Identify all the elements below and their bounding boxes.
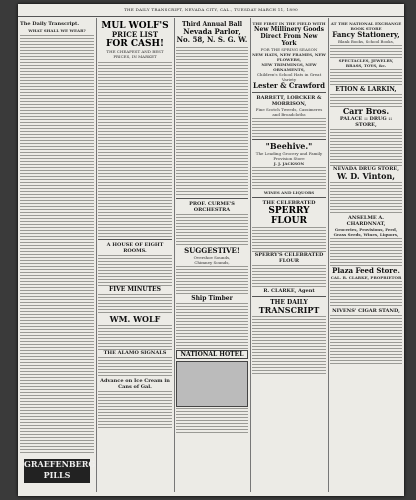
col4-heading6: SPERRY FLOUR <box>268 206 310 226</box>
col2-title: MUL WOLF'S <box>101 21 169 31</box>
col5-text7 <box>330 280 402 308</box>
col5-heading3: ETION & LARKIN, <box>335 86 397 93</box>
col4-heading1: New Millinery Goods Direct From New York <box>254 26 324 47</box>
column-rule <box>174 18 175 492</box>
col1-kicker: WHAT SHALL WE WEAR? <box>28 28 86 33</box>
col4-heading8: R. CLARKE, Agent <box>263 288 315 294</box>
col4-label1: WINES AND LIQUORS <box>263 190 315 195</box>
col5-heading4: Carr Bros. <box>342 106 390 116</box>
col2-text4 <box>98 324 172 350</box>
col2-price-list <box>98 61 172 237</box>
col4-text1 <box>252 117 326 137</box>
col2-text5 <box>98 356 172 378</box>
column-rule <box>96 18 97 492</box>
col5-top: AT THE NATIONAL EXCHANGE BOOK STORE <box>330 21 402 31</box>
col1-bottom-label: GRAEFENBERG PILLS <box>24 459 90 483</box>
col4-heading2: Lester & Crawford <box>253 81 325 90</box>
col5-text5 <box>330 181 402 215</box>
col2-sub2: FIVE MINUTES <box>109 286 161 293</box>
col5-heading10: CAL. R. CLARKE, PROPRIETOR <box>330 275 402 280</box>
col4-text5 <box>252 315 326 375</box>
col5-text1 <box>330 44 402 58</box>
col4-text4 <box>252 264 326 288</box>
col5-heading7: W. D. Vinton, <box>336 171 396 181</box>
col4-heading10: TRANSCRIPT <box>258 305 320 315</box>
col2-heading2: A HOUSE OF EIGHT ROOMS. <box>106 242 164 254</box>
col2-text3 <box>98 293 172 315</box>
column-2 <box>98 18 172 492</box>
column-rule <box>250 18 251 492</box>
col4-text3 <box>252 226 326 252</box>
column-3 <box>176 18 248 492</box>
col3-sub4a: Overshoe Sounds, <box>193 255 231 260</box>
column-rule <box>328 18 329 492</box>
column-4 <box>252 18 326 492</box>
col5-sub1: Blank Books, School Books, <box>337 39 395 44</box>
col4-heading5: THE CELEBRATED <box>262 200 316 206</box>
col4-heading4: "Beehive." <box>265 141 313 151</box>
col4-heading3: BARRETT, LOBCKER & MORRISON, <box>256 95 322 107</box>
col3-heading5: Ship Timber <box>191 295 233 302</box>
col4-heading7: SPERRY'S CELEBRATED FLOUR <box>254 252 324 264</box>
col3-heading6: NATIONAL HOTEL <box>176 350 248 359</box>
col3-text3 <box>176 265 248 295</box>
col1-body-text <box>20 34 94 454</box>
col2-heading3: WM. WOLF <box>109 314 161 324</box>
col3-heading4: SUGGESTIVE! <box>184 246 240 255</box>
col3-ball-program <box>176 46 248 196</box>
col2-text2 <box>98 254 172 286</box>
col5-text4 <box>330 128 402 166</box>
col3-text4 <box>176 302 248 350</box>
col3-text2 <box>176 213 248 247</box>
column-5 <box>330 18 402 492</box>
col5-text2 <box>330 68 402 86</box>
col4-line3: Children's School Hats in Great Variety <box>256 72 322 82</box>
col3-heading1: Third Annual Ball <box>181 21 243 28</box>
col5-heading8: ANSELME A. CHARDNNAT, <box>346 215 386 227</box>
col3-heading2: Nevada Parlor, No. 58, N. S. G. W. <box>176 27 248 44</box>
col5-heading5: PALACE :: DRUG :: STORE, <box>339 116 393 128</box>
col3-text5 <box>176 407 248 435</box>
col4-top: THE FIRST IN THE FIELD WITH <box>252 21 326 26</box>
col5-heading9: Plaza Feed Store. <box>332 266 400 275</box>
col3-heading3: PROF. CURME'S ORCHESTRA <box>189 201 235 213</box>
col5-heading6: NEVADA DRUG STORE, <box>333 166 399 172</box>
col4-text2 <box>252 166 326 190</box>
col4-name: J. J. JACKSON <box>273 161 305 166</box>
col5-line1: Groceries, Provisions, Feed, Grass Seeds, Wines, Liquors, <box>333 227 399 237</box>
col2-subtitle: PRICE LIST <box>111 30 159 39</box>
col5-text8 <box>330 314 402 364</box>
col2-text6 <box>98 390 172 430</box>
col4-line4: Fine Scotch Tweeds, Cassimeres and Broadcloths <box>255 107 323 117</box>
col5-text6 <box>330 237 402 267</box>
col5-heading11: NIVENS' CIGAR STAND, <box>332 308 400 314</box>
col4-line5: The Leading Grocery and Family Provision Store <box>255 151 323 161</box>
col2-heading4: THE ALAMO SIGNALS <box>103 350 167 356</box>
col2-note2: PRICES, IN MARKET <box>113 54 157 59</box>
col2-cash: FOR CASH! <box>106 39 164 49</box>
col4-line2: NEW TRIMMINGS, NEW ORNAMENTS, <box>261 62 317 72</box>
newspaper-page <box>18 4 404 496</box>
col4-line1: NEW HATS, NEW FRAMES, NEW FLOWERS, <box>252 52 326 62</box>
col4-heading9: THE DAILY <box>270 299 308 306</box>
col5-heading1: Fancy Stationery, <box>332 30 400 39</box>
col2-heading5: Advance on Ice Cream in Cans of Gal. <box>100 378 170 390</box>
col2-note1: THE CHEAPEST AND BEST <box>106 49 164 54</box>
col4-sub1: FOR THE SPRING SEASON <box>260 47 318 52</box>
col1-heading: The Daily Transcript. <box>20 21 80 27</box>
col3-sub4b: Chimney Sounds, <box>194 260 230 265</box>
hotel-engraving <box>176 361 248 407</box>
column-1 <box>20 18 94 492</box>
masthead: THE DAILY TRANSCRIPT, NEVADA CITY, CAL., TUESDAY MARCH 11, 1890 <box>18 4 404 17</box>
col5-text3 <box>330 93 402 107</box>
col5-heading2: SPECTACLES, JEWELRY, BRASS, TOYS, &c. <box>338 58 394 68</box>
